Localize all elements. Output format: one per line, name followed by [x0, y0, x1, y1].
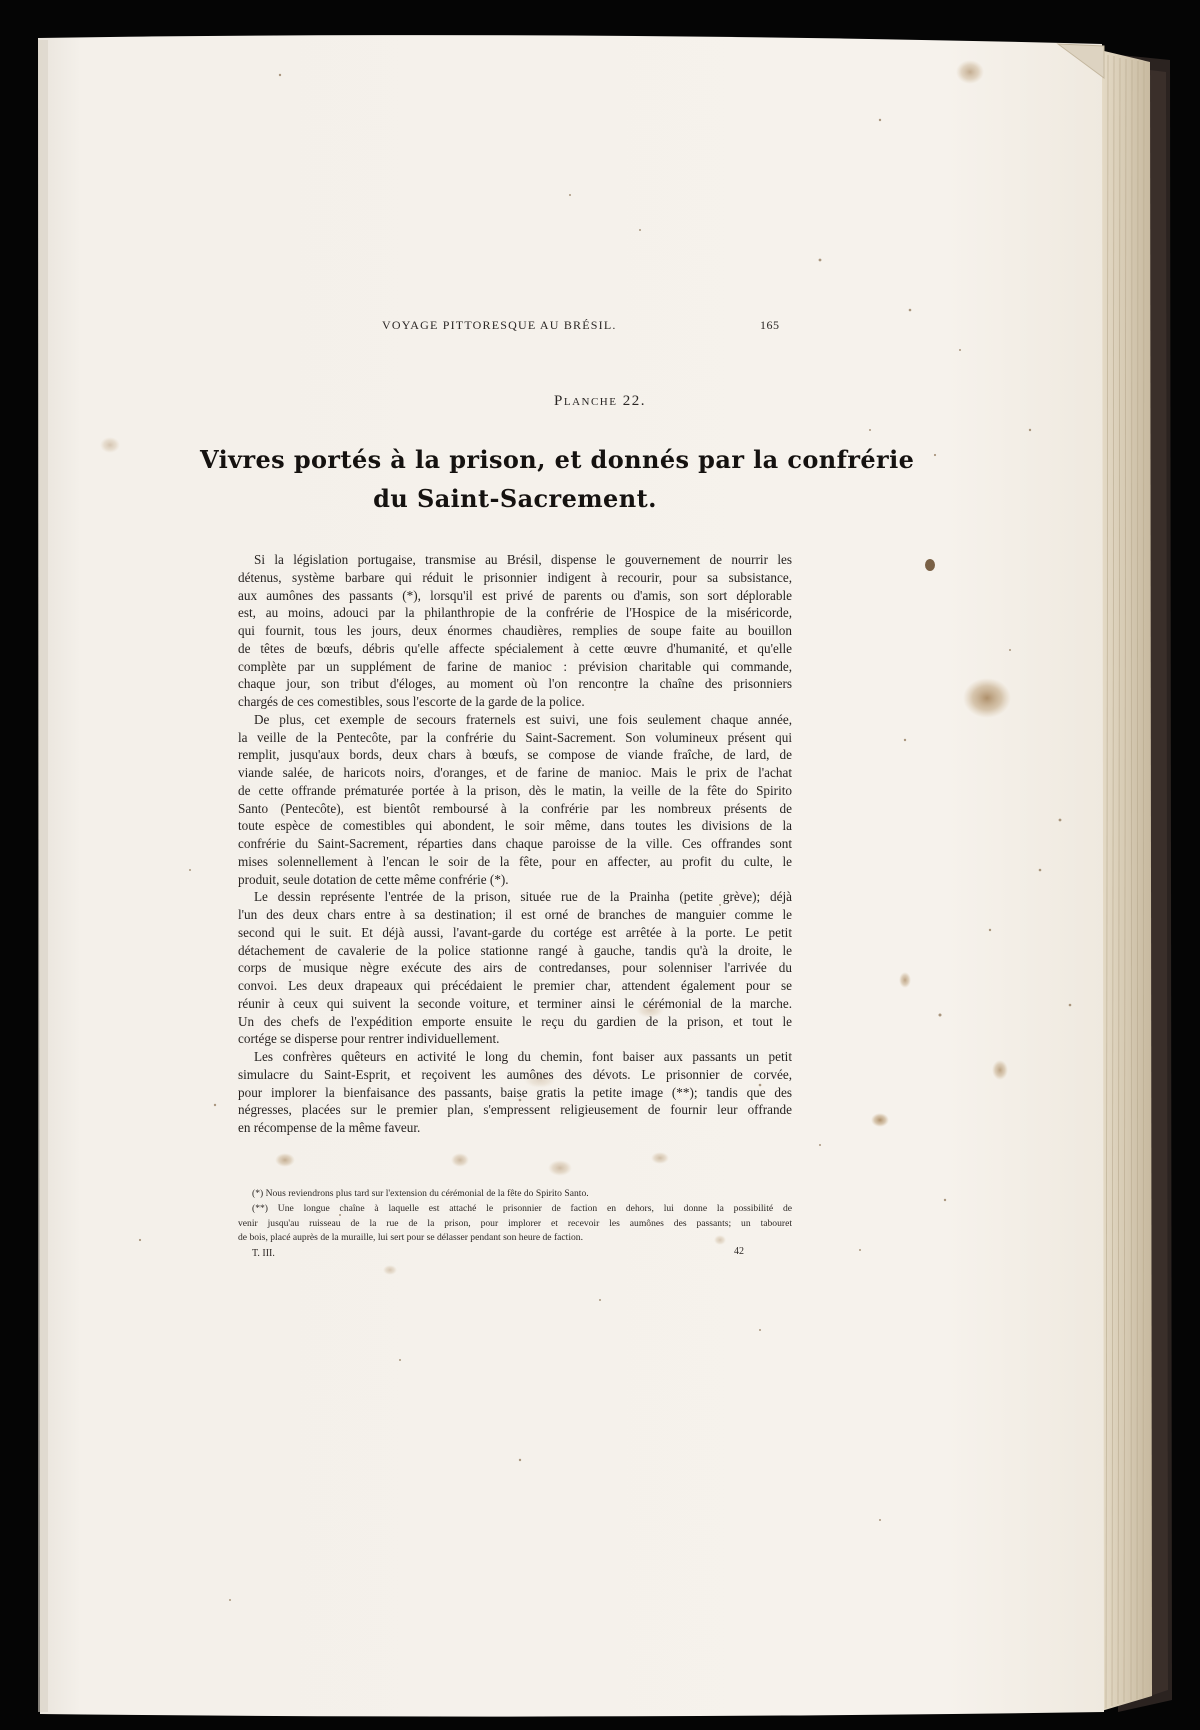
volume-signature: T. III.: [252, 1248, 275, 1259]
body-line: toute espèce de comestibles qui abondent, le soir même, dans toutes les divisions de la: [238, 818, 792, 834]
body-line: de têtes de bœufs, débris qu'elle affecte spécialement à cette œuvre d'humanité, et qu'elle: [238, 640, 792, 656]
body-line: mises solennellement à l'encan le soir de la fête, pour en affecter, au profit du culte, le: [238, 853, 792, 869]
body-line: Les confrères quêteurs en activité le long du chemin, font baiser aux passants un petit: [254, 1049, 792, 1064]
body-line: aux aumônes des passants (*), lorsqu'il est privé de parents ou d'amis, son sort déplorable: [238, 587, 792, 603]
body-line: De plus, cet exemple de secours fraternels est suivi, une fois seulement chaque année,: [254, 711, 792, 727]
body-line: l'un des deux chars entre à sa destination; il est orné de branches de manguier comme le: [238, 907, 792, 922]
gathering-signature: 42: [734, 1246, 744, 1257]
body-line: cortége se disperse pour rentrer individuellement.: [238, 1031, 500, 1047]
body-line: produit, seule dotation de cette même confrérie (*).: [238, 871, 509, 887]
footnote-line: de bois, placé auprès de la muraille, lui sert pour se délasser pendant son heure de faction.: [238, 1232, 583, 1244]
body-line: qui fournit, tous les jours, deux énormes chaudières, remplies de soupe faite au bouillon: [238, 623, 792, 638]
running-head: VOYAGE PITTORESQUE AU BRÉSIL.: [382, 318, 617, 332]
body-line: confrérie du Saint-Sacrement, réparties dans chaque paroisse de la ville. Ces offrandes sont: [238, 836, 792, 851]
body-line: second qui le suit. Et déjà aussi, l'avant-garde du cortége est arrêtée à la porte. Le petit: [238, 924, 792, 940]
body-line: complète par un supplément de farine de manioc : prévision charitable qui commande,: [238, 658, 792, 674]
chapter-title-line2: du Saint-Sacrement.: [373, 484, 657, 513]
body-line: chargés de ces comestibles, sous l'escorte de la garde de la police.: [238, 694, 585, 709]
page-number: 165: [760, 318, 780, 332]
plate-number: Planche 22.: [554, 393, 646, 409]
footnote-line: (**) Une longue chaîne à laquelle est attaché le prisonnier de faction en dehors, lui donne la possibilité de: [252, 1202, 792, 1214]
body-line: remplit, jusqu'aux bords, deux chars à bœufs, se compose de viande fraîche, de lard, de: [238, 747, 792, 763]
body-line: la veille de la Pentecôte, par la confrérie du Saint-Sacrement. Son volumineux présent qui: [238, 729, 792, 745]
body-line: viande salée, de haricots noirs, d'oranges, et de farine de manioc. Mais le prix de l'achat: [238, 765, 792, 780]
body-line: négresses, placées sur le premier plan, s'empressent religieusement de fournir leur offrande: [238, 1102, 792, 1118]
body-line: Le dessin représente l'entrée de la prison, située rue de la Prainha (petite grève); déjà: [254, 889, 792, 905]
body-line: réunir à ceux qui suivent la seconde voiture, et terminer ainsi le cérémonial de la marche.: [238, 995, 792, 1011]
body-line: pour implorer la bienfaisance des passants, baise gratis la petite image (**); tandis que des: [238, 1084, 792, 1100]
footnote-line: (*) Nous reviendrons plus tard sur l'extension du cérémonial de la fête do Spirito Santo.: [252, 1188, 589, 1199]
body-line: simulacre du Saint-Esprit, et reçoivent les aumônes des dévots. Le prisonnier de corvée,: [238, 1066, 792, 1082]
body-line: est, au moins, adouci par la philanthropie de la confrérie de l'Hospice de la miséricorde,: [238, 605, 792, 621]
body-line: corps de musique nègre exécute des airs de contredanses, pour solenniser l'arrivée du: [238, 960, 792, 976]
body-line: Un des chefs de l'expédition emporte ensuite le reçu du gardien de la prison, et tout le: [238, 1013, 792, 1029]
footnote-line: venir jusqu'au ruisseau de la rue de la prison, pour implorer et recevoir les aumônes des passants; un tabouret: [238, 1217, 792, 1229]
body-line: Si la législation portugaise, transmise au Brésil, dispense le gouvernement de nourrir les: [254, 552, 792, 567]
body-line: détachement de cavalerie de la police stationne rangé à gauche, tandis qu'à la droite, le: [238, 942, 792, 958]
body-line: de cette offrande prématurée portée à la prison, dès le matin, la veille de la fête do Spirito: [238, 782, 792, 798]
body-line: détenus, système barbare qui réduit le prisonnier indigent à recourir, pour sa subsistance,: [238, 569, 792, 585]
chapter-title-line1: Vivres portés à la prison, et donnés par la confrérie: [200, 445, 915, 474]
body-line: en récompense de la même faveur.: [238, 1120, 421, 1135]
body-line: convoi. Les deux drapeaux qui précédaient le premier char, attendent également pour se: [238, 978, 792, 993]
body-line: chaque jour, son tribut d'éloges, au moment où l'on rencontre la chaîne des prisonniers: [238, 676, 792, 692]
body-line: Santo (Pentecôte), est bientôt remboursé à la confrérie par les nombreux présents de: [238, 800, 792, 816]
